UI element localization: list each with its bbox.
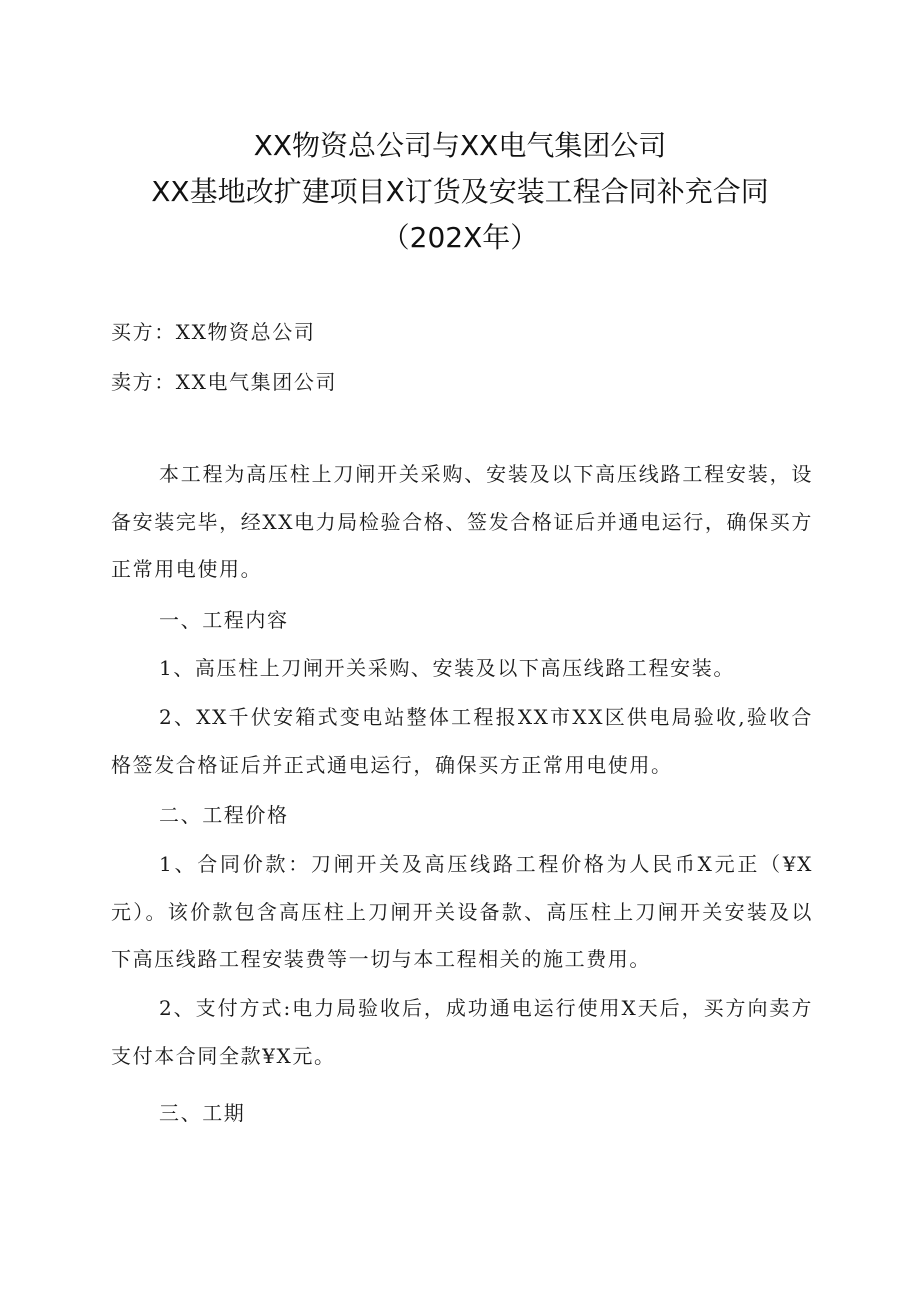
intro-paragraph: 本工程为高压柱上刀闸开关采购、安装及以下高压线路工程安装，设备安装完毕，经XX电力局检验合格、签发合格证后并通电运行，确保买方正常用电使用。 [111,462,813,581]
section-2-item-1: 1、合同价款：刀闸开关及高压线路工程价格为人民币X元正（¥X元）。该价款包含高压柱上刀闸开关设备款、高压柱上刀闸开关安装及以下高压线路工程安装费等一切与本工程相关的施工费用。 [111,852,813,971]
title-year: （202X年） [381,221,539,254]
seller-line: 卖方：XX电气集团公司 [111,370,338,394]
section-1-item-2: 2、XX千伏安箱式变电站整体工程报XX市XX区供电局验收,验收合格签发合格证后并正式通电运行，确保买方正常用电使用。 [111,705,813,777]
section-1-heading: 一、工程内容 [159,608,289,632]
title-line-1: XX物资总公司与XX电气集团公司 [253,129,667,162]
section-1-item-1: 1、高压柱上刀闸开关采购、安装及以下高压线路工程安装。 [159,656,735,680]
section-3-heading: 三、工期 [159,1101,246,1125]
buyer-line: 买方：XX物资总公司 [111,320,316,344]
section-2-heading: 二、工程价格 [159,803,289,827]
section-2-item-2: 2、支付方式:电力局验收后，成功通电运行使用X天后，买方向卖方支付本合同全款¥X元。 [111,996,813,1068]
title-line-2: XX基地改扩建项目X订货及安装工程合同补充合同 [151,175,769,208]
